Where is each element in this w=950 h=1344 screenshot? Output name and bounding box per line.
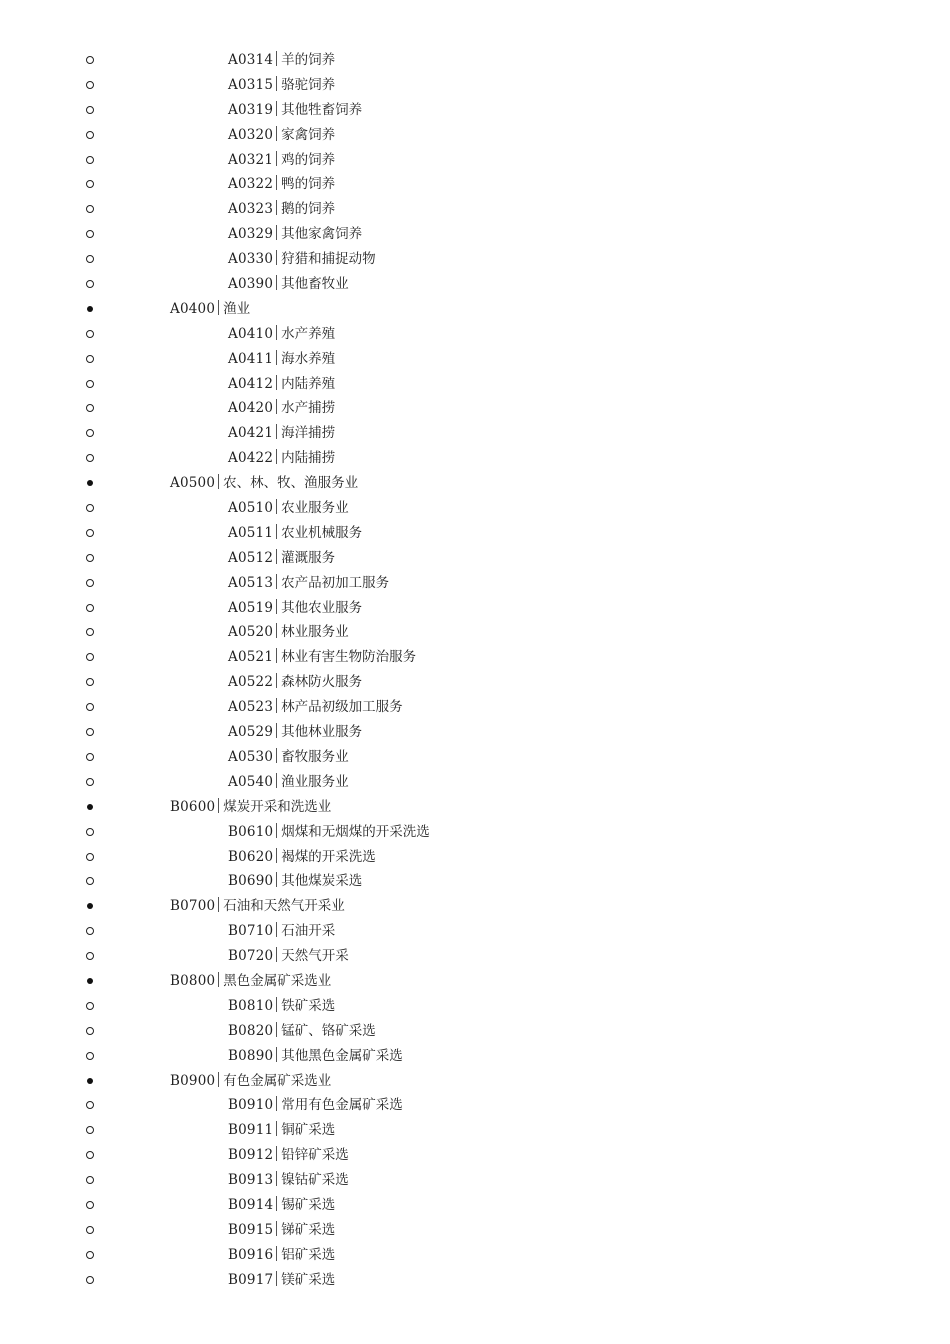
item-name: 农业机械服务 [281, 524, 363, 541]
separator-bar [276, 175, 277, 190]
industry-classification-list [0, 48, 950, 1293]
item-entry [228, 645, 416, 670]
item-name: 其他农业服务 [281, 599, 363, 616]
separator-bar [276, 997, 277, 1012]
item-entry [228, 1044, 403, 1069]
item-name: 狩猎和捕捉动物 [281, 251, 376, 268]
item-entry [228, 1143, 349, 1168]
item-name: 内陆养殖 [281, 375, 336, 392]
item-entry [228, 446, 335, 471]
separator-bar [276, 151, 277, 166]
category-item [0, 1069, 950, 1094]
separator-bar [276, 1121, 277, 1136]
item-entry [228, 247, 376, 272]
item-name: 煤炭开采和洗选业 [223, 798, 332, 815]
item-name: 鸭的饲养 [281, 176, 336, 193]
subcategory-item [0, 994, 950, 1019]
separator-bar [276, 1171, 277, 1186]
subcategory-item [0, 596, 950, 621]
item-code: B0910 [228, 1097, 274, 1114]
subcategory-item [0, 73, 950, 98]
separator-bar [276, 350, 277, 365]
item-name: 铅锌矿采选 [281, 1147, 349, 1164]
subcategory-item [0, 645, 950, 670]
subcategory-item [0, 620, 950, 645]
item-code: A0410 [228, 325, 274, 342]
item-code: B0810 [228, 997, 274, 1014]
item-code: A0319 [228, 101, 274, 118]
subcategory-item [0, 1093, 950, 1118]
item-code: B0800 [170, 972, 216, 989]
item-entry [228, 123, 335, 148]
subcategory-item [0, 123, 950, 148]
separator-bar [276, 922, 277, 937]
item-code: B0917 [228, 1271, 274, 1288]
subcategory-item [0, 1193, 950, 1218]
separator-bar [218, 972, 219, 987]
item-name: 镁矿采选 [281, 1271, 336, 1288]
item-name: 家禽饲养 [281, 126, 336, 143]
item-code: A0510 [228, 500, 274, 517]
item-entry [228, 596, 362, 621]
item-code: B0912 [228, 1147, 274, 1164]
item-code: A0321 [228, 151, 274, 168]
item-code: A0322 [228, 176, 274, 193]
subcategory-item [0, 172, 950, 197]
separator-bar [276, 623, 277, 638]
item-name: 海洋捕捞 [281, 425, 336, 442]
subcategory-item [0, 1268, 950, 1293]
subcategory-item [0, 48, 950, 73]
separator-bar [276, 673, 277, 688]
separator-bar [276, 225, 277, 240]
item-code: A0400 [170, 300, 216, 317]
item-name: 石油开采 [281, 923, 336, 940]
item-code: A0330 [228, 251, 274, 268]
separator-bar [276, 1221, 277, 1236]
item-name: 常用有色金属矿采选 [281, 1097, 403, 1114]
item-code: A0315 [228, 76, 274, 93]
subcategory-item [0, 1118, 950, 1143]
separator-bar [276, 499, 277, 514]
subcategory-item [0, 1168, 950, 1193]
separator-bar [276, 823, 277, 838]
item-entry [228, 546, 335, 571]
item-entry [228, 322, 335, 347]
subcategory-item [0, 720, 950, 745]
separator-bar [276, 1271, 277, 1286]
item-code: B0690 [228, 873, 274, 890]
item-entry [228, 1168, 349, 1193]
item-code: B0710 [228, 923, 274, 940]
item-entry [228, 1193, 335, 1218]
item-entry [228, 197, 335, 222]
subcategory-item [0, 1044, 950, 1069]
item-entry [228, 994, 335, 1019]
item-entry [170, 297, 250, 322]
item-entry [228, 571, 389, 596]
item-entry [228, 820, 430, 845]
item-entry [228, 1019, 376, 1044]
item-code: A0412 [228, 375, 274, 392]
subcategory-item [0, 670, 950, 695]
item-code: A0522 [228, 674, 274, 691]
separator-bar [218, 798, 219, 813]
category-item [0, 471, 950, 496]
item-code: B0610 [228, 823, 274, 840]
item-entry [228, 172, 335, 197]
subcategory-item [0, 919, 950, 944]
subcategory-item [0, 222, 950, 247]
item-code: B0700 [170, 898, 216, 915]
item-name: 石油和天然气开采业 [223, 898, 345, 915]
item-name: 灌溉服务 [281, 549, 336, 566]
subcategory-item [0, 98, 950, 123]
subcategory-item [0, 421, 950, 446]
item-code: A0329 [228, 226, 274, 243]
item-entry [228, 421, 335, 446]
separator-bar [276, 748, 277, 763]
item-entry [228, 869, 362, 894]
item-name: 森林防火服务 [281, 674, 363, 691]
subcategory-item [0, 571, 950, 596]
subcategory-item [0, 770, 950, 795]
separator-bar [218, 897, 219, 912]
item-name: 骆驼饲养 [281, 76, 336, 93]
item-code: A0529 [228, 724, 274, 741]
item-entry [228, 48, 335, 73]
item-name: 其他林业服务 [281, 724, 363, 741]
item-entry [228, 1093, 403, 1118]
item-code: B0915 [228, 1221, 274, 1238]
item-entry [228, 1268, 335, 1293]
item-code: B0916 [228, 1246, 274, 1263]
item-code: A0420 [228, 400, 274, 417]
separator-bar [276, 549, 277, 564]
item-code: A0390 [228, 276, 274, 293]
item-code: B0890 [228, 1047, 274, 1064]
item-name: 铝矿采选 [281, 1246, 336, 1263]
item-name: 林业有害生物防治服务 [281, 649, 417, 666]
item-code: A0320 [228, 126, 274, 143]
item-name: 农产品初加工服务 [281, 574, 390, 591]
item-name: 农、林、牧、渔服务业 [223, 475, 359, 492]
separator-bar [276, 200, 277, 215]
item-name: 畜牧服务业 [281, 748, 349, 765]
separator-bar [218, 474, 219, 489]
category-item [0, 297, 950, 322]
item-code: B0600 [170, 798, 216, 815]
subcategory-item [0, 521, 950, 546]
subcategory-item [0, 247, 950, 272]
subcategory-item [0, 695, 950, 720]
separator-bar [276, 1022, 277, 1037]
subcategory-item [0, 347, 950, 372]
separator-bar [276, 524, 277, 539]
separator-bar [276, 698, 277, 713]
item-entry [170, 1069, 331, 1094]
subcategory-item [0, 1218, 950, 1243]
separator-bar [218, 300, 219, 315]
item-entry [228, 1243, 335, 1268]
item-entry [228, 770, 349, 795]
item-name: 黑色金属矿采选业 [223, 972, 332, 989]
item-code: B0720 [228, 948, 274, 965]
separator-bar [276, 126, 277, 141]
item-entry [228, 720, 362, 745]
item-name: 水产养殖 [281, 325, 336, 342]
subcategory-item [0, 1019, 950, 1044]
item-code: A0314 [228, 52, 274, 68]
item-code: A0521 [228, 649, 274, 666]
separator-bar [276, 1246, 277, 1261]
subcategory-item [0, 446, 950, 471]
item-name: 内陆捕捞 [281, 450, 336, 467]
subcategory-item [0, 546, 950, 571]
item-entry [228, 845, 376, 870]
item-name: 铜矿采选 [281, 1122, 336, 1139]
separator-bar [276, 723, 277, 738]
separator-bar [276, 1196, 277, 1211]
item-name: 农业服务业 [281, 500, 349, 517]
item-name: 其他畜牧业 [281, 276, 349, 293]
separator-bar [276, 1047, 277, 1062]
item-code: A0411 [228, 350, 274, 367]
item-entry [228, 745, 349, 770]
separator-bar [276, 375, 277, 390]
item-code: B0620 [228, 848, 274, 865]
separator-bar [276, 76, 277, 91]
item-code: B0820 [228, 1022, 274, 1039]
separator-bar [276, 848, 277, 863]
item-name: 天然气开采 [281, 948, 349, 965]
subcategory-item [0, 869, 950, 894]
item-code: B0900 [170, 1072, 216, 1089]
subcategory-item [0, 1143, 950, 1168]
item-entry [228, 148, 335, 173]
separator-bar [276, 424, 277, 439]
item-code: B0911 [228, 1122, 274, 1139]
item-name: 鹅的饲养 [281, 201, 336, 218]
item-code: A0421 [228, 425, 274, 442]
separator-bar [276, 101, 277, 116]
item-entry [228, 347, 335, 372]
item-code: A0530 [228, 748, 274, 765]
subcategory-item [0, 272, 950, 297]
separator-bar [276, 275, 277, 290]
item-entry [228, 521, 362, 546]
item-name: 林业服务业 [281, 624, 349, 641]
item-code: A0519 [228, 599, 274, 616]
item-entry [228, 1218, 335, 1243]
subcategory-item [0, 745, 950, 770]
separator-bar [276, 51, 277, 66]
separator-bar [276, 250, 277, 265]
item-code: A0540 [228, 773, 274, 790]
item-code: A0513 [228, 574, 274, 591]
item-name: 水产捕捞 [281, 400, 336, 417]
item-name: 海水养殖 [281, 350, 336, 367]
separator-bar [276, 648, 277, 663]
category-item [0, 894, 950, 919]
item-name: 褐煤的开采洗选 [281, 848, 376, 865]
item-name: 锰矿、铬矿采选 [281, 1022, 376, 1039]
separator-bar [276, 1146, 277, 1161]
item-code: B0914 [228, 1196, 274, 1213]
separator-bar [276, 773, 277, 788]
separator-bar [276, 325, 277, 340]
item-entry [228, 372, 335, 397]
category-item [0, 795, 950, 820]
item-name: 镍钴矿采选 [281, 1172, 349, 1189]
item-code: A0323 [228, 201, 274, 218]
item-entry [170, 471, 358, 496]
separator-bar [276, 947, 277, 962]
item-entry [170, 795, 331, 820]
item-entry [228, 670, 362, 695]
item-name: 鸡的饲养 [281, 151, 336, 168]
subcategory-item [0, 1243, 950, 1268]
item-code: A0422 [228, 450, 274, 467]
item-entry [228, 695, 403, 720]
subcategory-item [0, 322, 950, 347]
item-name: 渔业服务业 [281, 773, 349, 790]
subcategory-item [0, 820, 950, 845]
item-code: A0512 [228, 549, 274, 566]
item-entry [170, 969, 331, 994]
item-code: A0520 [228, 624, 274, 641]
item-code: A0500 [170, 475, 216, 492]
item-name: 其他牲畜饲养 [281, 101, 363, 118]
separator-bar [276, 872, 277, 887]
item-entry [228, 496, 349, 521]
subcategory-item [0, 396, 950, 421]
subcategory-item [0, 197, 950, 222]
item-name: 烟煤和无烟煤的开采洗选 [281, 823, 430, 840]
item-name: 有色金属矿采选业 [223, 1072, 332, 1089]
subcategory-item [0, 148, 950, 173]
item-entry [170, 894, 345, 919]
separator-bar [276, 599, 277, 614]
item-name: 铁矿采选 [281, 997, 336, 1014]
item-code: A0511 [228, 524, 274, 541]
item-name: 锡矿采选 [281, 1196, 336, 1213]
separator-bar [276, 399, 277, 414]
item-entry [228, 944, 349, 969]
item-entry [228, 620, 349, 645]
separator-bar [276, 449, 277, 464]
subcategory-item [0, 496, 950, 521]
item-entry [228, 396, 335, 421]
subcategory-item [0, 944, 950, 969]
item-name: 羊的饲养 [281, 52, 336, 68]
subcategory-item [0, 845, 950, 870]
item-entry [228, 1118, 335, 1143]
item-name: 其他黑色金属矿采选 [281, 1047, 403, 1064]
item-name: 锑矿采选 [281, 1221, 336, 1238]
item-code: B0913 [228, 1172, 274, 1189]
separator-bar [276, 574, 277, 589]
item-name: 渔业 [223, 300, 251, 317]
item-entry [228, 272, 349, 297]
separator-bar [218, 1072, 219, 1087]
item-name: 林产品初级加工服务 [281, 699, 403, 716]
subcategory-item [0, 372, 950, 397]
item-code: A0523 [228, 699, 274, 716]
item-entry [228, 98, 362, 123]
category-item [0, 969, 950, 994]
item-entry [228, 919, 335, 944]
item-name: 其他家禽饲养 [281, 226, 363, 243]
item-name: 其他煤炭采选 [281, 873, 363, 890]
separator-bar [276, 1096, 277, 1111]
item-entry [228, 222, 362, 247]
item-entry [228, 73, 335, 98]
